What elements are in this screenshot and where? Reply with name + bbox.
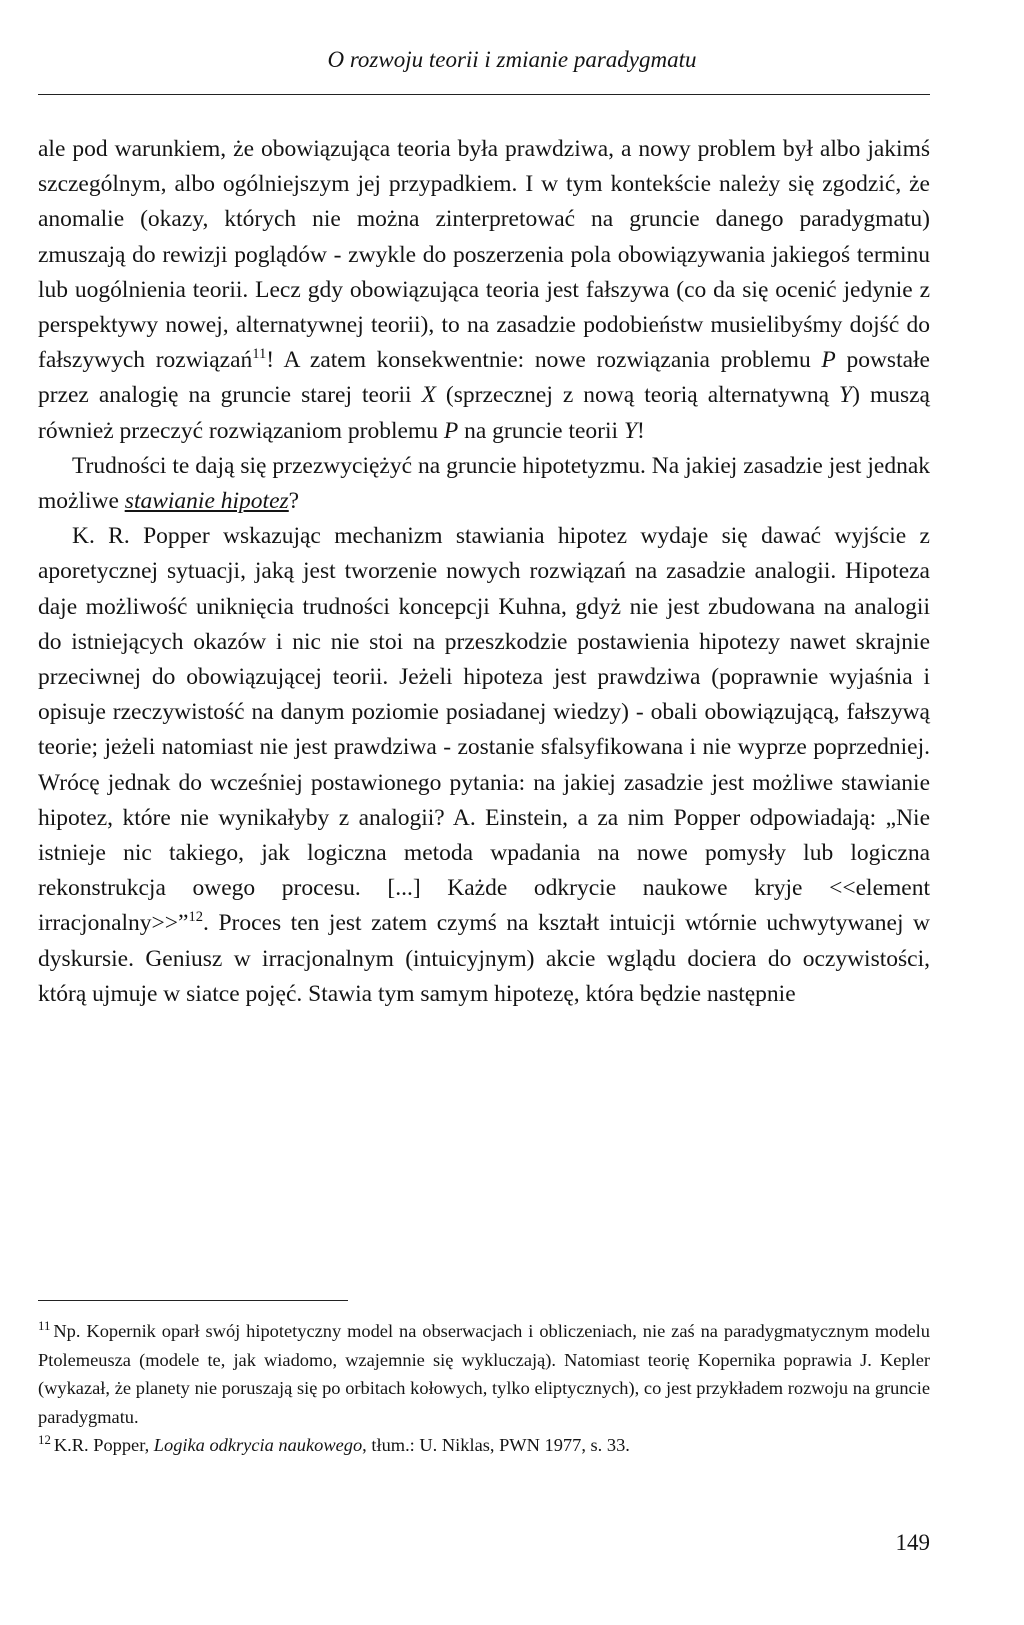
footnotes: [38, 1317, 930, 1460]
footnote-11-text: Np. Kopernik oparł swój hipotetyczny model na obserwacjach i obliczeniach, nie zaś na paradygmatycznym modelu Ptolemeusza (modele te, jak wiadomo, wzajemnie się wykluczają). Natomiast teorię Kopernika poprawia J. Kepler (wykazał, że planety nie poruszają się po orbitach kołowych, tylko eliptycznych), co jest przykładem rozwoju na gruncie paradygmatu.: [38, 1321, 930, 1427]
footnote-12-text-b: , tłum.: U. Niklas, PWN 1977, s. 33.: [362, 1435, 630, 1455]
paragraph-3-text-b: . Proces ten jest zatem czymś na kształt intuicji wtórnie uchwytywanej w dyskursie. Geniusz w irracjonalnym (intuicyjnym) akcie wglądu dociera do oczywistości, którą ujmuje w siatce pojęć. Stawia tym samym hipotezę, która będzie następnie: [38, 910, 930, 1007]
footnote-11-number: 11: [38, 1318, 51, 1333]
footnote-12-text-a: K.R. Popper,: [53, 1435, 154, 1455]
footnote-12-number: 12: [38, 1432, 51, 1447]
paragraph-3-text-a: K. R. Popper wskazując mechanizm stawiania hipotez wydaje się dawać wyjście z aporetycznej sytuacji, jaką jest tworzenie nowych rozwiązań na zasadzie analogii. Hipoteza daje możliwość uniknięcia trudności koncepcji Kuhna, gdyż nie jest zbudowana na analogii do istniejących okazów i nic nie stoi na przeszkodzie postawienia hipotezy nawet skrajnie przeciwnej do obowiązującej teorii. Jeżeli hipoteza jest prawdziwa (poprawnie wyjaśnia i opisuje rzeczywistość na danym poziomie posiadanej wiedzy) - obali obowiązującą, fałszywą teorie; jeżeli natomiast nie jest prawdziwa - zostanie sfalsyfikowana i nie wyprze poprzedniej. Wrócę jednak do wcześniej postawionego pytania: na jakiej zasadzie jest możliwe stawianie hipotez, które nie wynikałyby z analogii? A. Einstein, a za nim Popper odpowiadają: „Nie istnieje nic takiego, jak logiczna metoda wpadania na nowe pomysły lub logiczna rekonstrukcja owego procesu. [...] Każde odkrycie naukowe kryje <<element irracjonalny>>”: [38, 523, 930, 937]
paragraph-3: [38, 519, 930, 1012]
page-number: 149: [895, 1530, 930, 1555]
variable-y-1: Y: [839, 382, 853, 409]
paragraph-1-text-g: !: [637, 417, 645, 444]
main-text: [38, 132, 930, 1012]
paragraph-1-text-b: ! A zatem konsekwentnie: nowe rozwiązania problemu: [266, 347, 822, 374]
paragraph-2: [38, 449, 930, 519]
footnote-rule: [38, 1300, 348, 1301]
variable-p-1: P: [821, 347, 836, 374]
footnote-11: [38, 1317, 930, 1431]
paragraph-1-text-e: ) muszą również przeczyć rozwiązaniom problemu: [38, 382, 930, 444]
paragraph-1-text-a: ale pod warunkiem, że obowiązująca teoria była prawdziwa, a nowy problem był albo jakimś szczególnym, albo ogólniejszym jej przypadkiem. I w tym kontekście należy się zgodzić, że anomalie (okazy, których nie można zinterpretować na gruncie danego paradygmatu) zmuszają do rewizji poglądów - zwykle do poszerzenia pola obowiązywania jakiegoś terminu lub uogólnienia teorii. Lecz gdy obowiązująca teoria jest fałszywa (co da się ocenić jedynie z perspektywy nowej, alternatywnej teorii), to na zasadzie podobieństw musielibyśmy dojść do fałszywych rozwiązań: [38, 136, 930, 374]
running-header: O rozwoju teorii i zmianie paradygmatu: [327, 47, 697, 72]
variable-y-2: Y: [623, 417, 638, 444]
paragraph-2-text-a: Trudności te dają się przezwyciężyć na gruncie hipotetyzmu. Na jakiej zasadzie jest jednak możliwe: [38, 452, 930, 515]
paragraph-2-text-b: ?: [288, 488, 300, 515]
paragraph-1-text-d: (sprzecznej z nową teorią alternatywną: [435, 382, 840, 409]
stawianie-hipotez-emphasis: stawianie hipotez: [124, 488, 289, 515]
footnote-ref-11: 11: [252, 346, 267, 363]
variable-p-2: P: [443, 417, 459, 444]
paragraph-1: [38, 132, 930, 449]
footnote-ref-12: 12: [188, 909, 204, 926]
header-rule: [38, 94, 930, 95]
variable-x: X: [421, 382, 436, 409]
paragraph-1-text-c: powstałe przez analogię na gruncie starej teorii: [38, 347, 930, 409]
footnote-12-title: Logika odkrycia naukowego: [153, 1435, 363, 1455]
footnote-12: [38, 1431, 930, 1460]
paragraph-1-text-f: na gruncie teorii: [458, 417, 624, 444]
